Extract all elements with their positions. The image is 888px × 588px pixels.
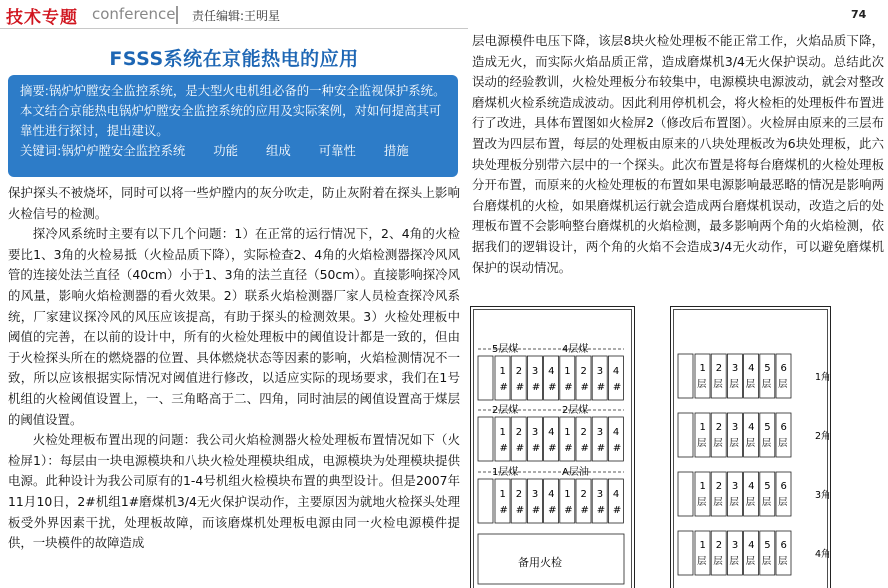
page-header [0,0,888,30]
left-column [8,183,460,554]
page-number: 74 [851,8,867,21]
row-right-label: 4层煤 [562,344,589,355]
slot-number: 4 [612,427,620,438]
processing-module [511,479,526,523]
layer-number: 3 [731,481,739,492]
abstract-box [8,75,458,177]
processing-module [695,472,710,516]
processing-module [760,472,775,516]
processing-module [527,356,542,400]
processing-module [711,413,726,457]
module-row [478,465,624,523]
cabinet-layout-original [470,306,636,588]
module-row [478,403,624,461]
processing-module [695,531,710,575]
processing-module [760,531,775,575]
layer-number: 5 [764,481,771,492]
layer-suffix: 层 [761,556,772,567]
processing-module [592,417,607,461]
slot-mark: # [515,382,525,393]
corner-label: 4角 [815,549,831,560]
slot-number: 3 [531,489,539,500]
processing-module [511,356,526,400]
corner-label: 1角 [815,372,831,383]
slot-mark: # [564,382,573,393]
slot-mark: # [548,443,557,454]
editor-credit: 责任编辑:王明星 [192,9,281,23]
layer-suffix: 层 [778,556,788,567]
row-left-label: 2层煤 [492,405,519,416]
right-column [472,31,884,278]
layer-number: 2 [715,363,723,374]
slot-mark: # [515,505,525,516]
processing-module [576,479,591,523]
layer-number: 3 [731,363,739,374]
slot-number: 1 [499,489,506,500]
processing-module [727,413,742,457]
processing-module [760,413,775,457]
layer-number: 4 [748,422,755,433]
layer-number: 1 [699,363,706,374]
layer-suffix: 层 [761,379,772,390]
slot-mark: # [548,505,557,516]
layer-suffix: 层 [778,438,788,449]
keyword: 措施 [383,143,409,158]
layer-number: 5 [764,363,771,374]
layer-suffix: 层 [713,497,723,508]
layer-number: 6 [780,363,787,374]
slot-mark: # [596,443,606,454]
processing-module [495,479,510,523]
power-module [678,472,693,516]
power-module [678,413,693,457]
layer-number: 1 [699,422,706,433]
row-left-label: 5层煤 [492,344,519,355]
processing-module [576,417,591,461]
layer-suffix: 层 [745,497,756,508]
layer-suffix: 层 [729,438,739,449]
processing-module [727,354,742,398]
row-right-label: A层油 [562,467,589,478]
processing-module [592,356,607,400]
slot-number: 1 [499,366,506,377]
processing-module [760,354,775,398]
header-rule [0,28,468,29]
processing-module [576,356,591,400]
processing-module [544,479,559,523]
slot-mark: # [499,382,508,393]
keyword: 组成 [265,143,291,158]
layer-suffix: 层 [713,379,723,390]
layer-number: 5 [764,540,771,551]
slot-mark: # [564,505,573,516]
article-title: FSSS系统在京能热电的应用 [109,48,359,70]
layer-suffix: 层 [729,497,739,508]
slot-number: 3 [596,427,604,438]
layer-suffix: 层 [745,438,756,449]
processing-module [495,356,510,400]
processing-module [511,417,526,461]
processing-module [744,472,759,516]
power-module [478,417,493,461]
layer-number: 4 [748,540,755,551]
slot-mark: # [580,505,589,516]
slot-mark: # [531,382,541,393]
processing-module [592,479,607,523]
slot-mark: # [612,382,622,393]
layer-suffix: 层 [729,556,739,567]
processing-module [744,413,759,457]
section-brand: 技术专题 [6,8,78,28]
slot-number: 1 [564,489,571,500]
layer-number: 6 [780,481,787,492]
corner-label: 3角 [815,490,831,501]
layer-suffix: 层 [778,379,788,390]
slot-mark: # [580,382,589,393]
processing-module [776,531,791,575]
processing-module [711,531,726,575]
paragraph: 探冷风系统时主要有以下几个问题：1）在正常的运行情况下，2、4角的火检要比1、3角的火检易抵（火检品质下降），实际检查2、4角的火焰检测器探冷风风管的连接处法兰直径（40cm）小于1、3角的法兰直径（50cm）。直接影响探冷风的风量，影响火焰检测器的看火效果。2）联系火焰检测器厂家人员检查探冷风系统，厂家建议探冷风的风压应该提高，有助于探头的检测效果。3）火检处理板中阈值的完善，在以前的设计中，所有的火检处理板中的阈值设计都是一致的，但由于火检探头所在的燃烧器的位置、具体燃烧状态等因素的影响，火焰检测情况不一致，所以应该根据实际情况对阈值进行修改，以适应实际的现场要求，我们在1号机组的火检阈值设置上，一、三角略高于二、四角，同时油层的阈值设置高于煤层的阈值设置。 [8,226,460,427]
processing-module [727,531,742,575]
processing-module [776,472,791,516]
module-row [678,472,831,516]
layer-suffix: 层 [697,379,707,390]
processing-module [608,417,623,461]
processing-module [744,531,759,575]
layer-number: 2 [715,422,723,433]
layer-suffix: 层 [713,438,723,449]
layer-suffix: 层 [761,438,772,449]
slot-mark: # [564,443,573,454]
layer-suffix: 层 [729,379,739,390]
processing-module [560,479,575,523]
processing-module [608,356,623,400]
layer-number: 2 [715,481,723,492]
layer-number: 3 [731,540,739,551]
abstract-text: 摘要:锅炉炉膛安全监控系统，是大型火电机组必备的一种安全监视保护系统。本文结合京能热电锅炉炉膛安全监控系统的应用及实际案例，对如何提高其可靠性进行探讨，提出建议。 [20,83,446,138]
layer-number: 6 [780,540,787,551]
slot-mark: # [531,443,541,454]
processing-module [495,417,510,461]
module-row [678,413,831,457]
slot-mark: # [612,443,622,454]
processing-module [744,354,759,398]
layer-number: 4 [748,363,755,374]
keyword: 功能 [213,143,238,158]
layer-number: 1 [699,481,706,492]
slot-number: 1 [499,427,506,438]
layer-suffix: 层 [697,497,707,508]
slot-mark: # [548,382,557,393]
slot-mark: # [531,505,541,516]
slot-mark: # [499,443,508,454]
slot-number: 2 [580,366,587,377]
slot-number: 2 [515,489,523,500]
layer-number: 1 [699,540,706,551]
paragraph: 保护探头不被烧坏，同时可以将一些炉膛内的灰分吹走，防止灰附着在探头上影响火检信号的检测。 [8,185,460,221]
processing-module [711,354,726,398]
processing-module [560,356,575,400]
spare-label: 备用火检 [518,556,562,569]
processing-module [711,472,726,516]
slot-number: 4 [548,427,555,438]
processing-module [608,479,623,523]
slot-mark: # [596,505,606,516]
slot-number: 3 [531,427,539,438]
layer-suffix: 层 [745,379,756,390]
processing-module [727,472,742,516]
slot-number: 2 [515,366,523,377]
power-module [678,531,693,575]
slot-mark: # [515,443,525,454]
header-divider [176,6,178,24]
keywords-label: 关键词:锅炉炉膛安全监控系统 [20,143,186,158]
layer-number: 2 [715,540,723,551]
slot-number: 1 [564,366,571,377]
layer-number: 3 [731,422,739,433]
slot-number: 3 [531,366,539,377]
layer-suffix: 层 [745,556,756,567]
power-module [478,356,493,400]
module-row [678,354,831,398]
layer-number: 4 [748,481,755,492]
processing-module [560,417,575,461]
layer-suffix: 层 [713,556,723,567]
layer-suffix: 层 [761,497,772,508]
slot-number: 2 [515,427,523,438]
corner-label: 2角 [815,431,831,442]
slot-mark: # [596,382,606,393]
processing-module [776,354,791,398]
keyword: 可靠性 [318,143,356,158]
slot-number: 2 [580,489,587,500]
paragraph: 层电源模件电压下降，该层8块火检处理板不能正常工作，火焰品质下降，造成无火，而实际火焰品质正常，造成磨煤机3/4无火保护误动。总结此次误动的经验教训，火检处理板分布较集中，电源模块电源波动，就会对整改磨煤机火检系统造成波动。因此利用停机机会，将火检柜的处理板件布置进行了改进，具体布置图如火检屏2（修改后布置图）。火检屏由原来的三层布置改为四层布置，每层的处理板由原来的八块处理板改为6块处理板，此六块处理板分别带六层中的一个探头。此次布置是将每台磨煤机的火检处理板分开布置，而原来的火检处理板的布置如果电源影响最恶略的情况是影响两台磨煤机的火检，如果磨煤机运行就会造成两台磨煤机误动，改造之后的处理板布置不会影响整台磨煤机的火焰检测，最多影响两个角的火焰检测，依据我们的逻辑设计，两个角的火焰不会造成3/4无火动作，可以避免磨煤机保护的误动情况。 [472,33,884,275]
processing-module [527,417,542,461]
power-module [678,354,693,398]
module-row [678,531,831,575]
slot-number: 1 [564,427,571,438]
row-left-label: 1层煤 [492,467,519,478]
processing-module [776,413,791,457]
slot-mark: # [499,505,508,516]
processing-module [695,354,710,398]
slot-number: 4 [612,366,620,377]
slot-number: 3 [596,366,604,377]
paragraph: 火检处理板布置出现的问题：我公司火焰检测器火检处理板布置情况如下（火检屏1）：每层由一块电源模块和八块火检处理模块组成，电源模块为处理模块提供电源。此种设计为我公司原有的1-4号机组火检模块布置的典型设计。但是2007年11月10日，2#机组1#磨煤机3/4无火保护误动作，主要原因为就地火检探头处理板受外界因素干扰，处理板故障，而该磨煤机处理板电源由同一火检电源模件提供，一块模件的故障造成 [8,432,460,551]
processing-module [527,479,542,523]
layer-suffix: 层 [697,556,707,567]
slot-number: 2 [580,427,587,438]
slot-number: 4 [548,489,555,500]
processing-module [695,413,710,457]
module-row [478,342,624,400]
processing-module [544,417,559,461]
slot-number: 3 [596,489,604,500]
layer-suffix: 层 [778,497,788,508]
row-right-label: 2层煤 [562,405,589,416]
slot-number: 4 [612,489,620,500]
layer-suffix: 层 [697,438,707,449]
layer-number: 5 [764,422,771,433]
slot-mark: # [580,443,589,454]
slot-number: 4 [548,366,555,377]
slot-mark: # [612,505,622,516]
processing-module [544,356,559,400]
layer-number: 6 [780,422,787,433]
cabinet-layout-modified [670,306,840,588]
keywords-line [20,141,448,161]
power-module [478,479,493,523]
section-brand-english: conference [92,5,176,23]
